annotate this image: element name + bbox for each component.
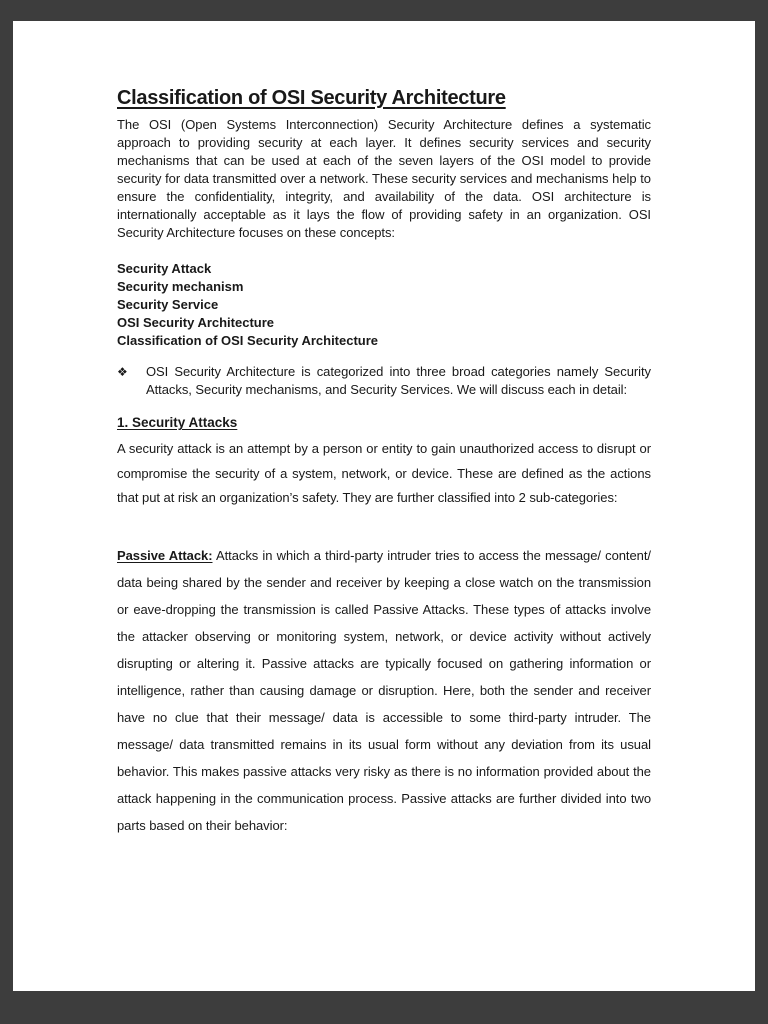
diamond-bullet-icon: ❖ (117, 365, 128, 379)
passive-attack-paragraph (117, 542, 651, 839)
concepts-list (117, 260, 651, 350)
bullet-item (117, 363, 651, 399)
concept-item-security-attack: Security Attack (117, 261, 212, 276)
page-title: Classification of OSI Security Architecture (117, 87, 506, 109)
viewer-top-bar (0, 0, 768, 21)
passive-attack-body: Attacks in which a third-party intruder tries to access the message/ content/ data being shared by the sender and receiver by keeping a close watch on the transmission or eave-dropping the transmission is called Passive Attacks. These types of attacks involve the attacker observing or monitoring system, network, or device activity without actively disrupting or altering it. Passive attacks are typically focused on gathering information or intelligence, rather than causing damage or disruption. Here, both the sender and receiver have no clue that their message/ data is accessible to some third-party intruder. The message/ data transmitted remains in its usual form without any deviation from its usual behavior. This makes passive attacks very risky as there is no information provided about the attack happening in the communication process. Passive attacks are further divided into two parts based on their behavior: (117, 547, 651, 833)
passive-attack-label: Passive Attack: (117, 547, 213, 563)
viewer-left-rail (0, 0, 13, 1024)
document-page (13, 21, 755, 991)
concept-item-classification: Classification of OSI Security Architecture (117, 333, 379, 348)
section-1-paragraph: A security attack is an attempt by a person or entity to gain unauthorized access to disrupt or compromise the security of a system, network, or device. These are defined as the actions that put at risk an organization’s safety. They are further classified into 2 sub-categories: (117, 441, 651, 505)
concept-item-security-service: Security Service (117, 297, 219, 312)
section-1-heading: 1. Security Attacks (117, 415, 238, 430)
concept-item-osi-security-architecture: OSI Security Architecture (117, 315, 275, 330)
concept-item-security-mechanism: Security mechanism (117, 279, 244, 294)
viewer-right-rail (755, 0, 768, 1024)
bullet-paragraph: OSI Security Architecture is categorized into three broad categories namely Security Attacks, Security mechanisms, and Security Services. We will discuss each in detail: (146, 364, 651, 397)
page-content (117, 85, 651, 839)
viewer-bottom-bar (0, 991, 768, 1024)
intro-paragraph: The OSI (Open Systems Interconnection) Security Architecture defines a systematic approach to providing security at each layer. It defines security services and security mechanisms that can be used at each of the seven layers of the OSI model to provide security for data transmitted over a network. These security services and mechanisms help to ensure the confidentiality, integrity, and availability of the data. OSI architecture is internationally acceptable as it lays the flow of providing safety in an organization. OSI Security Architecture focuses on these concepts: (117, 117, 651, 240)
